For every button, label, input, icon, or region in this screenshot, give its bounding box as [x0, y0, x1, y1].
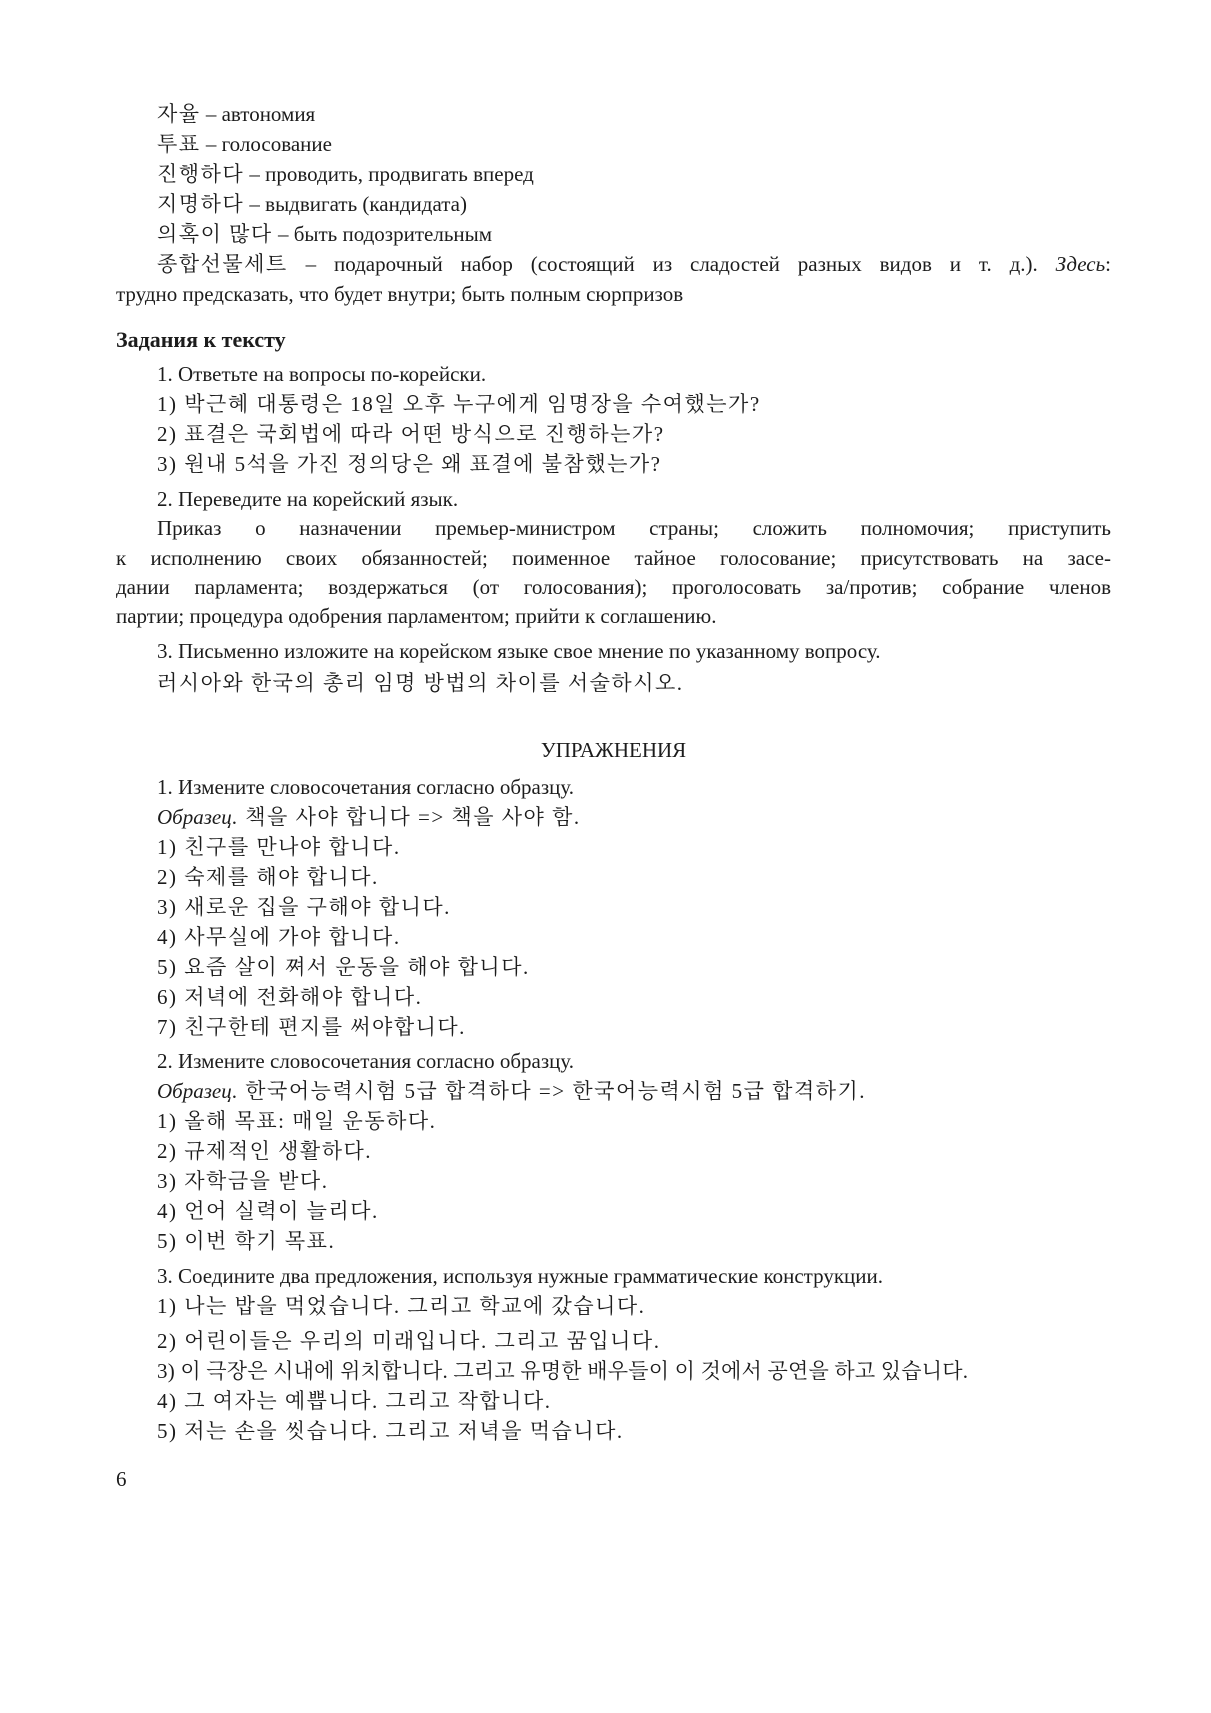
exercise-2-item: 1) 올해 목표: 매일 운동하다. [157, 1109, 437, 1133]
vocab-entry [157, 220, 492, 248]
sample-label: Образец [157, 805, 232, 829]
vocab-entry [157, 100, 315, 128]
task-3-title: 3. Письменно изложите на корейском языке свое мнение по указанному вопросу. [157, 639, 881, 663]
vocab-korean: 의혹이 많다 [157, 222, 273, 246]
exercise-1-item: 2) 숙제를 해야 합니다. [157, 865, 379, 889]
vocab-korean: 투표 [157, 132, 201, 156]
exercise-3-item: 1) 나는 밥을 먹었습니다. 그리고 학교에 갔습니다. [157, 1294, 646, 1318]
exercise-1-item: 6) 저녁에 전화해야 합니다. [157, 985, 423, 1009]
vocab-entry [157, 130, 332, 158]
vocab-russian: – автономия [200, 102, 316, 126]
sample-text: . 한국어능력시험 5급 합격하다 => 한국어능력시험 5급 합격하기. [231, 1079, 867, 1103]
task-3-text: 러시아와 한국의 총리 임명 방법의 차이를 서술하시오. [157, 671, 684, 695]
exercise-3-item: 3) 이 극장은 시내에 위치합니다. 그리고 유명한 배우들이 이 것에서 공연을 하고 있습니다. [157, 1359, 969, 1383]
exercise-3-item: 5) 저는 손을 씻습니다. 그리고 저녁을 먹습니다. [157, 1419, 624, 1443]
sample-label: Образец [157, 1079, 232, 1103]
task-1-title: 1. Ответьте на вопросы по-корейски. [157, 362, 487, 386]
vocab-korean: 종합선물세트 [157, 252, 288, 276]
vocab-korean: 지명하다 [157, 192, 245, 216]
vocab-russian: – выдвигать (кандидата) [244, 192, 467, 216]
sample-text: . 책을 사야 합니다 => 책을 사야 함. [231, 805, 581, 829]
exercise-3-item: 4) 그 여자는 예쁩니다. 그리고 작합니다. [157, 1389, 552, 1413]
vocab-korean: 진행하다 [157, 162, 245, 186]
task-1-question: 1) 박근혜 대통령은 18일 오후 누구에게 임명장을 수여했는가? [157, 392, 761, 416]
vocab-entry [157, 190, 467, 218]
vocab-note-label: Здесь [1055, 252, 1106, 276]
task-1-question: 3) 원내 5석을 가진 정의당은 왜 표결에 불참했는가? [157, 452, 662, 476]
task-2-title: 2. Переведите на корейский язык. [157, 487, 459, 511]
exercise-3-title: 3. Соедините два предложения, используя нужные грамматические конструкции. [157, 1264, 883, 1288]
vocab-russian: – быть подозрительным [272, 222, 493, 246]
task-2-text-line: партии; процедура одобрения парламентом; прийти к соглашению. [116, 604, 717, 628]
exercise-1-item: 4) 사무실에 가야 합니다. [157, 925, 401, 949]
exercise-3-item: 2) 어린이들은 우리의 미래입니다. 그리고 꿈입니다. [157, 1329, 661, 1353]
exercise-1-item: 7) 친구한테 편지를 써야합니다. [157, 1015, 466, 1039]
exercise-2-item: 2) 규제적인 생활하다. [157, 1139, 373, 1163]
vocab-russian: – проводить, продвигать вперед [244, 162, 534, 186]
tasks-heading: Задания к тексту [116, 327, 286, 352]
vocab-russian: – подарочный набор (состоящий из сладостей разных видов и т. д.). [287, 252, 1056, 276]
exercise-2-sample [157, 1077, 866, 1105]
exercise-1-sample [157, 803, 581, 831]
exercise-1-title: 1. Измените словосочетания согласно образцу. [157, 775, 575, 799]
exercise-2-item: 3) 자학금을 받다. [157, 1169, 329, 1193]
task-1-question: 2) 표결은 국회법에 따라 어떤 방식으로 진행하는가? [157, 422, 665, 446]
exercise-2-title: 2. Измените словосочетания согласно образцу. [157, 1049, 575, 1073]
vocab-entry-continuation: трудно предсказать, что будет внутри; быть полным сюрпризов [116, 282, 684, 306]
exercise-1-item: 5) 요즘 살이 쪄서 운동을 해야 합니다. [157, 955, 530, 979]
vocab-korean: 자율 [157, 102, 201, 126]
vocab-russian: – голосование [200, 132, 332, 156]
exercise-2-item: 5) 이번 학기 목표. [157, 1229, 336, 1253]
page-number: 6 [116, 1467, 127, 1491]
exercise-1-item: 3) 새로운 집을 구해야 합니다. [157, 895, 451, 919]
exercises-heading: УПРАЖНЕНИЯ [540, 738, 687, 762]
exercise-1-item: 1) 친구를 만나야 합니다. [157, 835, 401, 859]
vocab-entry [157, 250, 1111, 278]
vocab-entry [157, 160, 534, 188]
task-2-text-line: к исполнению своих обязанностей; поименное тайное голосование; присутствовать на засе- [116, 546, 1111, 570]
vocab-note-colon: : [1105, 252, 1111, 276]
task-2-text-line: Приказ о назначении премьер-министром страны; сложить полномочия; приступить [157, 516, 1111, 540]
task-2-text-line: дании парламента; воздержаться (от голосования); проголосовать за/против; собрание членов [116, 575, 1111, 599]
exercise-2-item: 4) 언어 실력이 늘리다. [157, 1199, 379, 1223]
